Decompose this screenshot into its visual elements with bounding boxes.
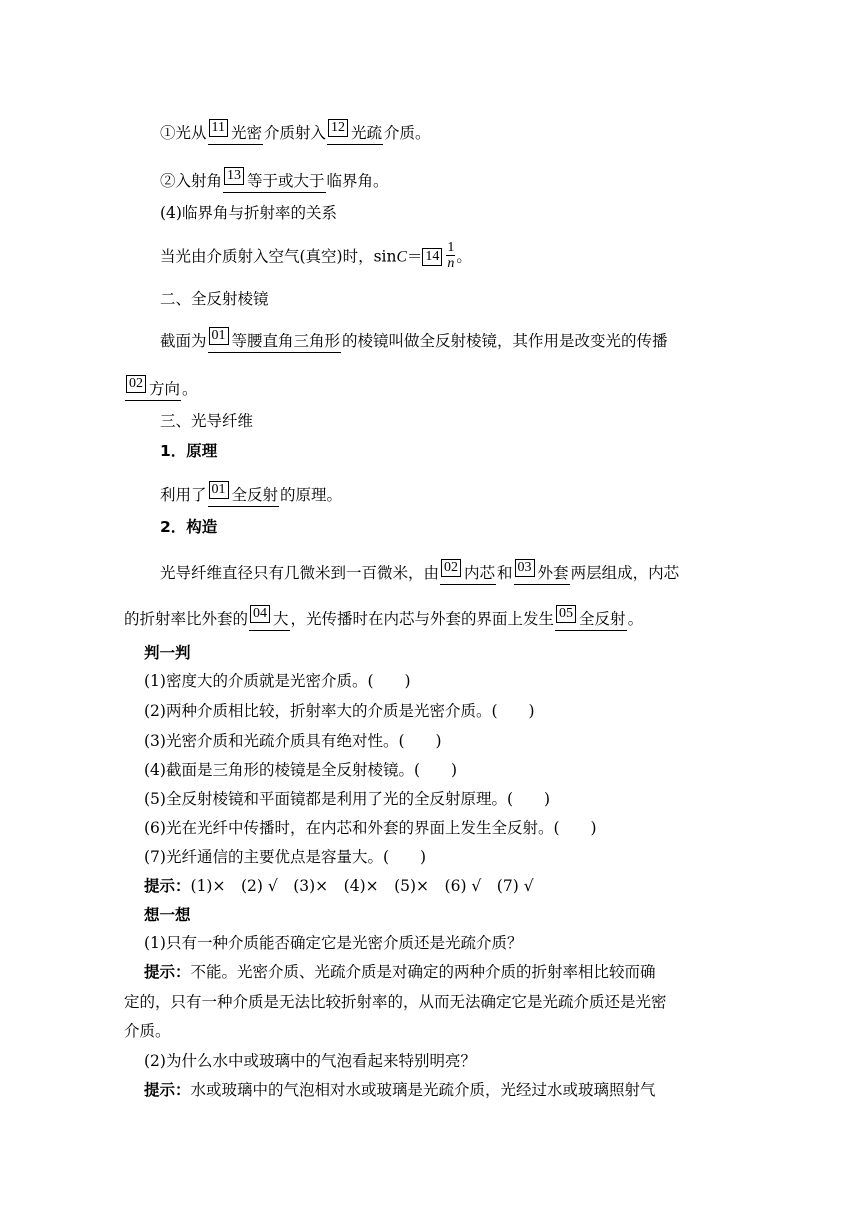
judge-item-3: (3)光密介质和光疏介质具有绝对性。( ) bbox=[144, 732, 442, 750]
answer-blank-02: 02 方向 bbox=[125, 378, 181, 401]
critical-angle-formula: 当光由介质射入空气(真空)时，sinC＝ 14 $\frac{1}{n}$ 。 bbox=[160, 240, 472, 271]
answer-blank-fiber-02: 02 内芯 bbox=[440, 562, 496, 585]
answer-blank-12: 12 光疏 bbox=[327, 122, 383, 145]
section-heading-prism: 二、全反射棱镜 bbox=[160, 290, 269, 308]
judge-item-2: (2)两种介质相比较，折射率大的介质是光密介质。( ) bbox=[144, 702, 535, 720]
fiber-structure-cont: 的折射率比外套的 04 大 ，光传播时在内芯与外套的界面上发生 05 全反射 。 bbox=[124, 608, 643, 631]
think-answer-2-line-1: 提示：水或玻璃中的气泡相对水或玻璃是光疏介质，光经过水或玻璃照射气 bbox=[144, 1081, 656, 1099]
hint-label: 提示： bbox=[144, 877, 191, 895]
think-answer-1-line-1: 提示：不能。光密介质、光疏介质是对确定的两种介质的折射率相比较而确 bbox=[144, 963, 656, 981]
fiber-principle: 利用了 01 全反射 的原理。 bbox=[160, 484, 342, 507]
answer-blank-fiber-05: 05 全反射 bbox=[555, 608, 627, 631]
think-title: 想一想 bbox=[144, 906, 191, 924]
judge-title: 判一判 bbox=[144, 644, 191, 662]
prism-definition-cont: 02 方向 。 bbox=[124, 378, 198, 401]
answer-blank-fiber-01: 01 全反射 bbox=[208, 484, 280, 507]
answer-blank-fiber-04: 04 大 bbox=[249, 608, 290, 631]
think-question-2: (2)为什么水中或玻璃中的气泡看起来特别明亮？ bbox=[144, 1052, 476, 1070]
fraction-one-over-n: $\frac{1}{n}$ bbox=[447, 240, 455, 271]
judge-item-6: (6)光在光纤中传播时，在内芯和外套的界面上发生全反射。( ) bbox=[144, 819, 597, 837]
think-answer-1-line-2: 定的，只有一种介质是无法比较折射率的，从而无法确定它是光疏介质还是光密 bbox=[124, 993, 667, 1011]
think-question-1: (1)只有一种介质能否确定它是光密介质还是光疏介质？ bbox=[144, 934, 523, 952]
judge-item-1: (1)密度大的介质就是光密介质。( ) bbox=[144, 672, 411, 690]
judge-item-4: (4)截面是三角形的棱镜是全反射棱镜。( ) bbox=[144, 761, 458, 779]
condition-1: ①光从 11 光密 介质射入 12 光疏 介质。 bbox=[160, 122, 431, 145]
hint-label: 提示： bbox=[144, 1081, 191, 1099]
answer-blank-11: 11 光密 bbox=[208, 122, 264, 145]
think-answer-1-line-3: 介质。 bbox=[124, 1022, 171, 1040]
answer-blank-01: 01 等腰直角三角形 bbox=[208, 330, 342, 353]
hint-label: 提示： bbox=[144, 963, 191, 981]
judge-item-5: (5)全反射棱镜和平面镜都是利用了光的全反射原理。( ) bbox=[144, 790, 551, 808]
section-heading-fiber: 三、光导纤维 bbox=[160, 412, 254, 430]
answer-blank-fiber-03: 03 外套 bbox=[514, 562, 570, 585]
subheading-critical-angle: (4)临界角与折射率的关系 bbox=[160, 204, 337, 222]
subheading-principle: 1．原理 bbox=[160, 442, 218, 460]
judge-answers: 提示：(1)× (2) √ (3)× (4)× (5)× (6) √ (7) √ bbox=[144, 877, 534, 895]
fiber-structure: 光导纤维直径只有几微米到一百微米，由 02 内芯 和 03 外套 两层组成，内芯 bbox=[160, 562, 679, 585]
answer-blank-13: 13 等于或大于 bbox=[223, 170, 326, 193]
prism-definition: 截面为 01 等腰直角三角形 的棱镜叫做全反射棱镜，其作用是改变光的传播 bbox=[160, 330, 668, 353]
condition-2: ②入射角 13 等于或大于 临界角。 bbox=[160, 170, 389, 193]
judge-item-7: (7)光纤通信的主要优点是容量大。( ) bbox=[144, 848, 427, 866]
subheading-structure: 2．构造 bbox=[160, 518, 218, 536]
answer-number-14: 14 bbox=[422, 248, 442, 266]
